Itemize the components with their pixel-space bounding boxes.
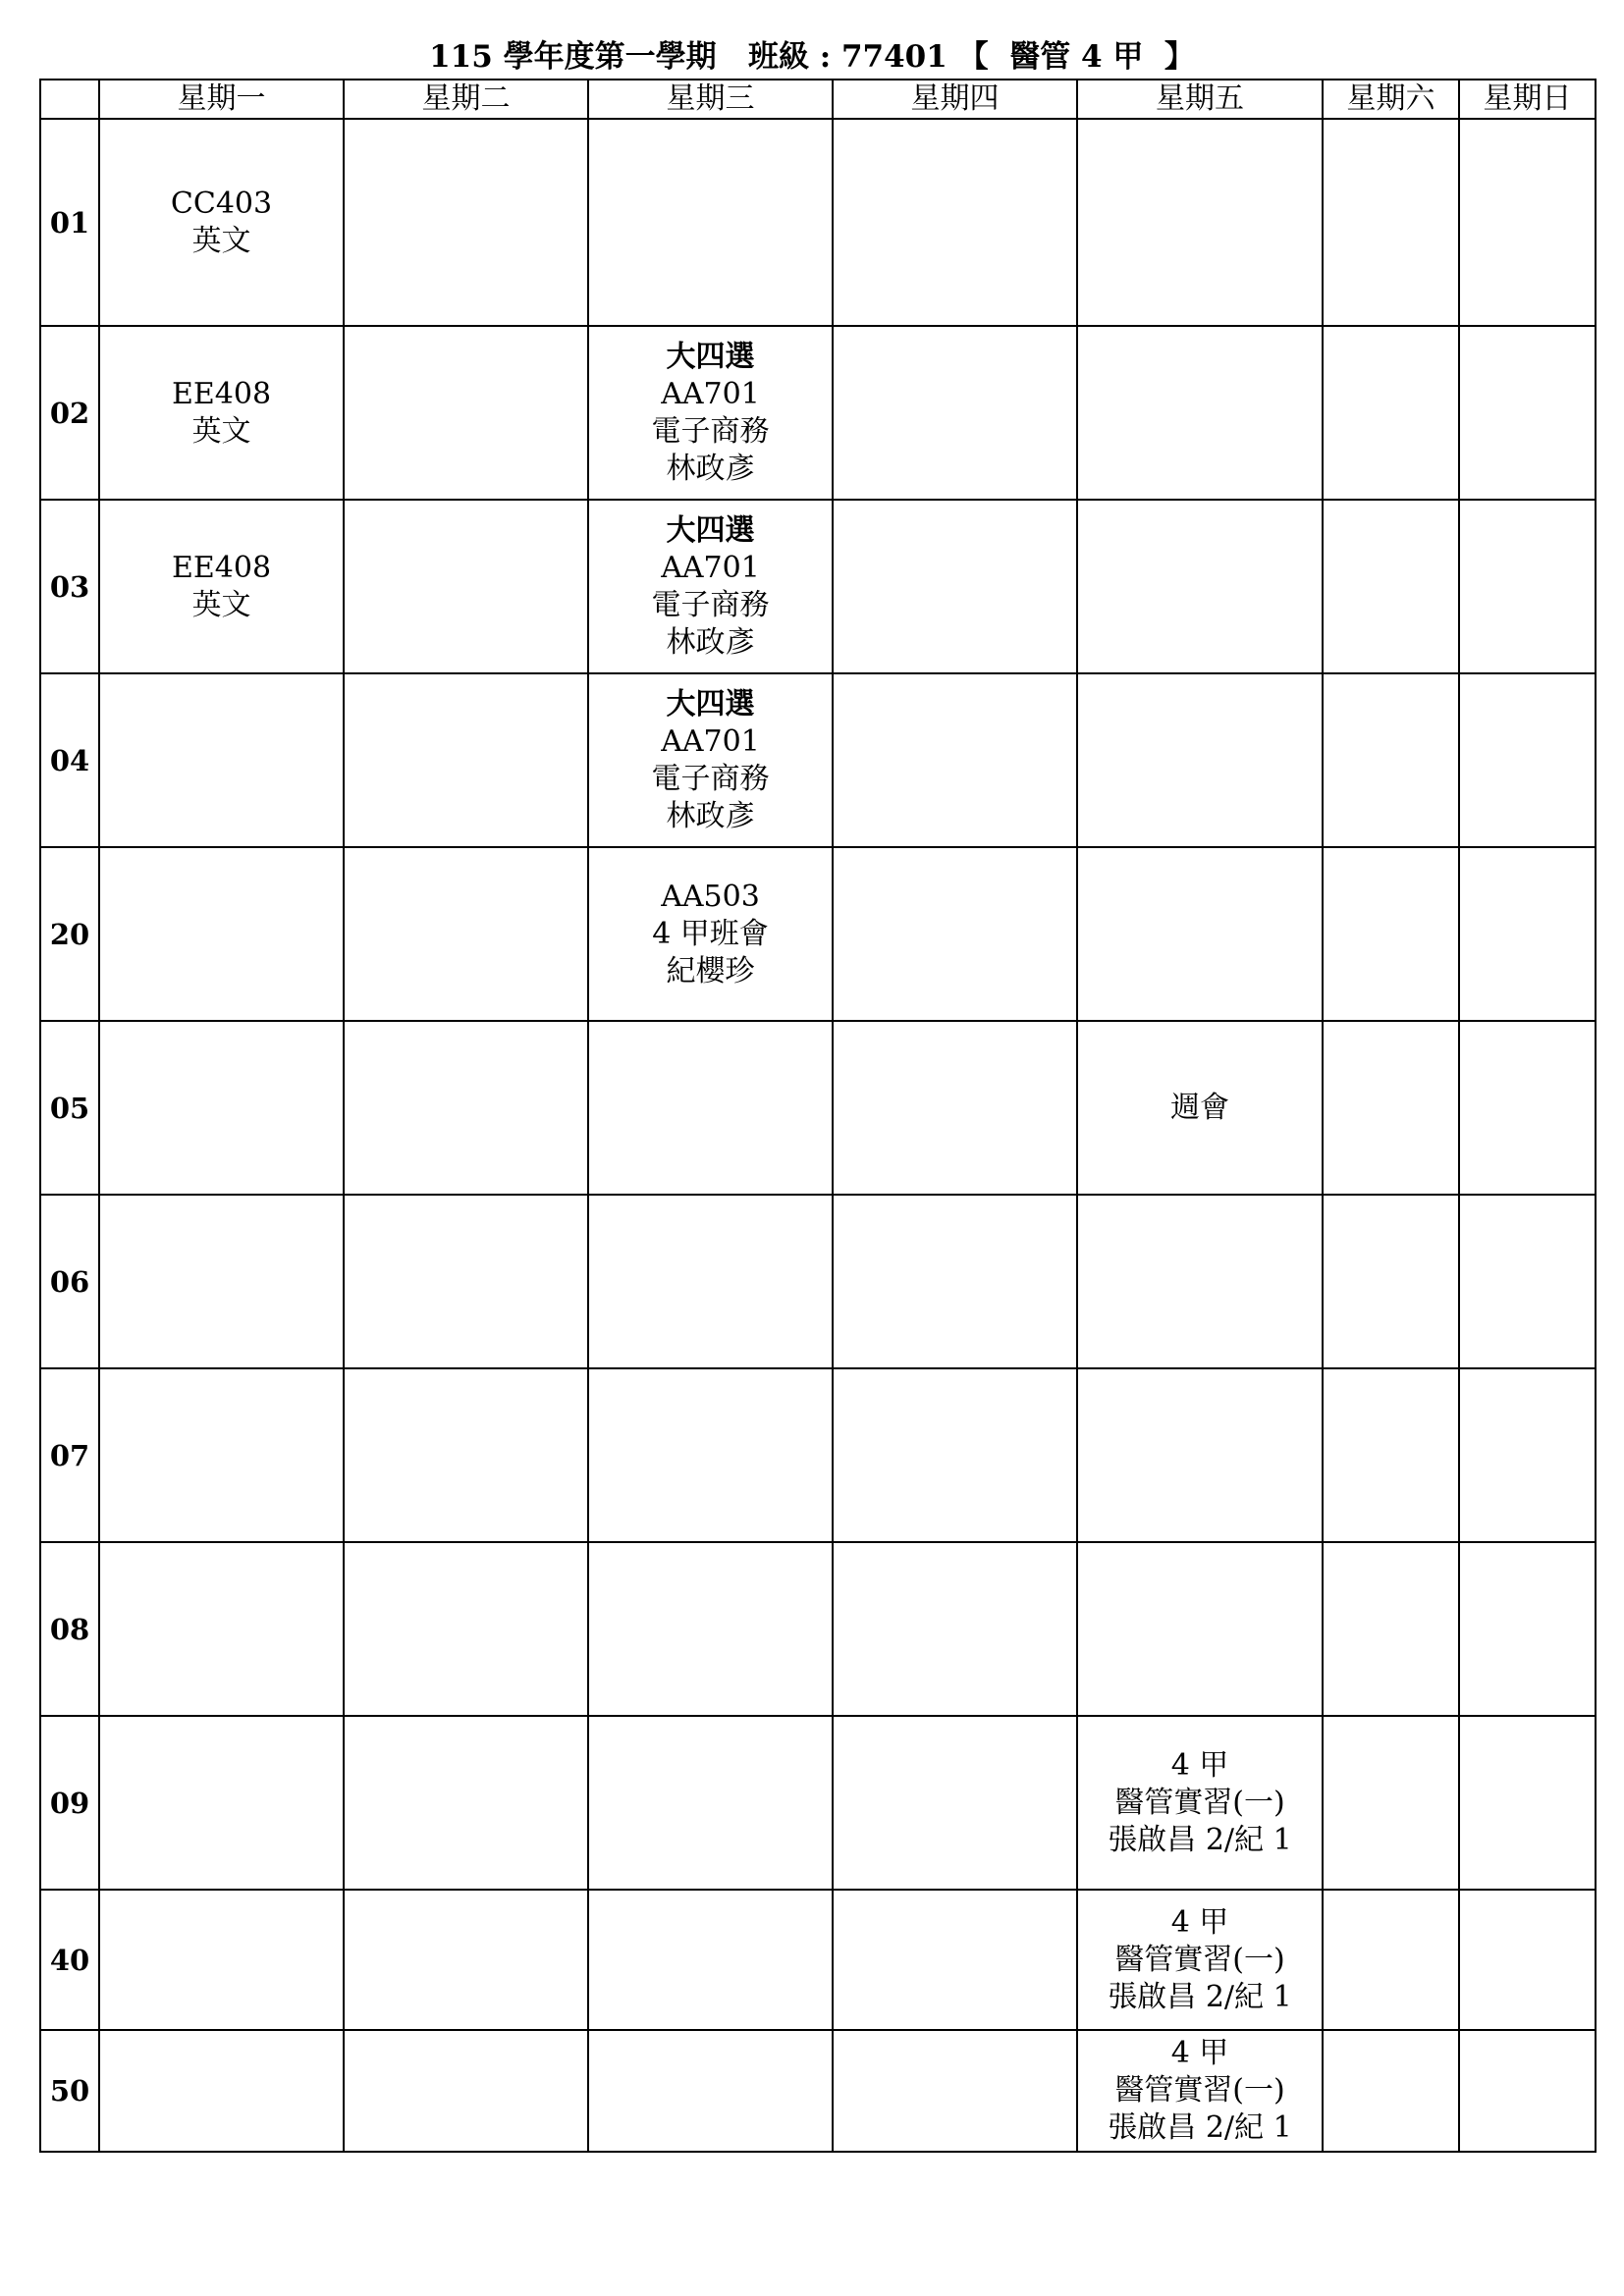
schedule-cell [1077, 119, 1323, 326]
schedule-cell [1459, 673, 1596, 847]
schedule-cell [1077, 1195, 1323, 1368]
schedule-cell [588, 673, 833, 847]
schedule-cell [344, 847, 588, 1021]
course-line: 醫管實習(一) [1114, 1942, 1285, 1977]
schedule-cell [1323, 1368, 1459, 1542]
course-line: 大四選 [666, 686, 755, 721]
course-line: AA701 [661, 376, 760, 411]
period-label: 06 [40, 1195, 99, 1368]
schedule-cell [344, 2030, 588, 2152]
course-line: 醫管實習(一) [1114, 2073, 1285, 2108]
course-line: EE408 [171, 550, 272, 585]
course-line: 4 甲 [1170, 1747, 1229, 1783]
course-line: 張啟昌 2/紀 1 [1108, 2110, 1292, 2145]
schedule-cell [1459, 1021, 1596, 1195]
period-label: 04 [40, 673, 99, 847]
schedule-cell [1077, 326, 1323, 500]
table-row [40, 326, 1596, 500]
schedule-cell [99, 500, 344, 673]
schedule-cell [99, 2030, 344, 2152]
course-line: 醫管實習(一) [1114, 1785, 1285, 1820]
table-row [40, 500, 1596, 673]
schedule-cell [833, 1021, 1077, 1195]
schedule-cell [588, 1195, 833, 1368]
schedule-cell [344, 1890, 588, 2030]
course-line: 英文 [191, 223, 251, 258]
page-title: 115 學年度第一學期 班級 : 77401 【 醫管 4 甲 】 [429, 39, 1195, 75]
period-label: 01 [40, 119, 99, 326]
table-row [40, 2030, 1596, 2152]
schedule-cell [99, 1021, 344, 1195]
header-day-sat: 星期六 [1323, 80, 1459, 119]
table-row [40, 1195, 1596, 1368]
course-line: 英文 [191, 413, 251, 449]
course-line: 4 甲 [1170, 1904, 1229, 1940]
schedule-cell [833, 847, 1077, 1021]
schedule-cell [833, 1195, 1077, 1368]
schedule-cell [99, 119, 344, 326]
schedule-cell [1459, 2030, 1596, 2152]
header-row [40, 80, 1596, 119]
table-row [40, 1021, 1596, 1195]
schedule-cell [344, 1368, 588, 1542]
schedule-cell [588, 847, 833, 1021]
schedule-cell [344, 1021, 588, 1195]
course-line: 電子商務 [651, 587, 770, 622]
schedule-cell [1459, 1542, 1596, 1716]
schedule-cell [99, 847, 344, 1021]
schedule-cell [1077, 1368, 1323, 1542]
schedule-cell [588, 326, 833, 500]
schedule-cell [99, 1890, 344, 2030]
period-label: 05 [40, 1021, 99, 1195]
course-line: 英文 [191, 587, 251, 622]
course-line: 張啟昌 2/紀 1 [1108, 1979, 1292, 2014]
schedule-cell [99, 1368, 344, 1542]
header-day-mon: 星期一 [99, 80, 344, 119]
schedule-cell [1323, 673, 1459, 847]
schedule-cell [344, 119, 588, 326]
period-label: 50 [40, 2030, 99, 2152]
course-line: AA503 [661, 879, 760, 914]
course-line: 林政彥 [666, 624, 755, 660]
schedule-cell [1459, 326, 1596, 500]
period-label: 20 [40, 847, 99, 1021]
schedule-cell [588, 119, 833, 326]
schedule-cell [833, 326, 1077, 500]
schedule-cell [1323, 119, 1459, 326]
table-row [40, 1542, 1596, 1716]
schedule-cell [99, 1542, 344, 1716]
course-line: 大四選 [666, 339, 755, 374]
course-line: 林政彥 [666, 798, 755, 833]
schedule-cell [1323, 847, 1459, 1021]
table-row [40, 673, 1596, 847]
schedule-cell [1323, 1021, 1459, 1195]
schedule-cell [588, 1890, 833, 2030]
schedule-cell [588, 500, 833, 673]
header-corner [40, 80, 99, 119]
schedule-cell [1459, 119, 1596, 326]
course-line: 4 甲 [1170, 2036, 1229, 2070]
period-label: 07 [40, 1368, 99, 1542]
course-line: CC403 [170, 186, 273, 221]
course-line: 林政彥 [666, 451, 755, 486]
course-line: 電子商務 [651, 761, 770, 796]
course-line: 4 甲班會 [652, 916, 769, 951]
schedule-cell [1077, 2030, 1323, 2152]
period-label: 08 [40, 1542, 99, 1716]
schedule-cell [344, 1542, 588, 1716]
schedule-cell [99, 1195, 344, 1368]
schedule-cell [1459, 1195, 1596, 1368]
schedule-cell [344, 1195, 588, 1368]
period-label: 40 [40, 1890, 99, 2030]
table-row [40, 847, 1596, 1021]
header-day-thu: 星期四 [833, 80, 1077, 119]
header-day-wed: 星期三 [588, 80, 833, 119]
course-line: 大四選 [666, 512, 755, 548]
schedule-cell [344, 326, 588, 500]
timetable [39, 79, 1597, 2153]
schedule-cell [588, 2030, 833, 2152]
schedule-cell [588, 1542, 833, 1716]
schedule-cell [1077, 847, 1323, 1021]
schedule-cell [1077, 500, 1323, 673]
schedule-cell [588, 1021, 833, 1195]
schedule-cell [1077, 1890, 1323, 2030]
course-line: 張啟昌 2/紀 1 [1108, 1822, 1292, 1857]
schedule-cell [833, 500, 1077, 673]
schedule-cell [344, 673, 588, 847]
schedule-cell [99, 673, 344, 847]
schedule-cell [1459, 500, 1596, 673]
course-line: EE408 [171, 376, 272, 411]
course-line: AA701 [661, 550, 760, 585]
header-day-tue: 星期二 [344, 80, 588, 119]
schedule-cell [99, 326, 344, 500]
table-row [40, 119, 1596, 326]
table-row [40, 1368, 1596, 1542]
schedule-cell [1077, 1716, 1323, 1890]
schedule-cell [1323, 326, 1459, 500]
period-label: 02 [40, 326, 99, 500]
schedule-cell [833, 1716, 1077, 1890]
schedule-cell [344, 500, 588, 673]
schedule-cell [1323, 1716, 1459, 1890]
period-label: 03 [40, 500, 99, 673]
header-day-sun: 星期日 [1459, 80, 1596, 119]
schedule-cell [1323, 1890, 1459, 2030]
schedule-cell [344, 1716, 588, 1890]
schedule-cell [833, 673, 1077, 847]
course-line: 週會 [1170, 1090, 1229, 1125]
schedule-cell [1323, 1195, 1459, 1368]
schedule-cell [1459, 1716, 1596, 1890]
schedule-cell [99, 1716, 344, 1890]
schedule-cell [1459, 1368, 1596, 1542]
schedule-cell [1077, 673, 1323, 847]
schedule-cell [1323, 2030, 1459, 2152]
schedule-cell [833, 1368, 1077, 1542]
schedule-cell [1077, 1542, 1323, 1716]
course-line: 紀櫻珍 [666, 953, 755, 988]
course-line: AA701 [661, 723, 760, 759]
schedule-cell [588, 1716, 833, 1890]
schedule-cell [1077, 1021, 1323, 1195]
course-line: 電子商務 [651, 413, 770, 449]
period-label: 09 [40, 1716, 99, 1890]
schedule-cell [1459, 1890, 1596, 2030]
schedule-cell [588, 1368, 833, 1542]
table-row [40, 1716, 1596, 1890]
schedule-cell [833, 1542, 1077, 1716]
schedule-cell [833, 1890, 1077, 2030]
schedule-cell [1323, 1542, 1459, 1716]
schedule-cell [833, 2030, 1077, 2152]
schedule-cell [833, 119, 1077, 326]
schedule-cell [1323, 500, 1459, 673]
header-day-fri: 星期五 [1077, 80, 1323, 119]
schedule-cell [1459, 847, 1596, 1021]
timetable-body [40, 119, 1596, 2152]
table-row [40, 1890, 1596, 2030]
